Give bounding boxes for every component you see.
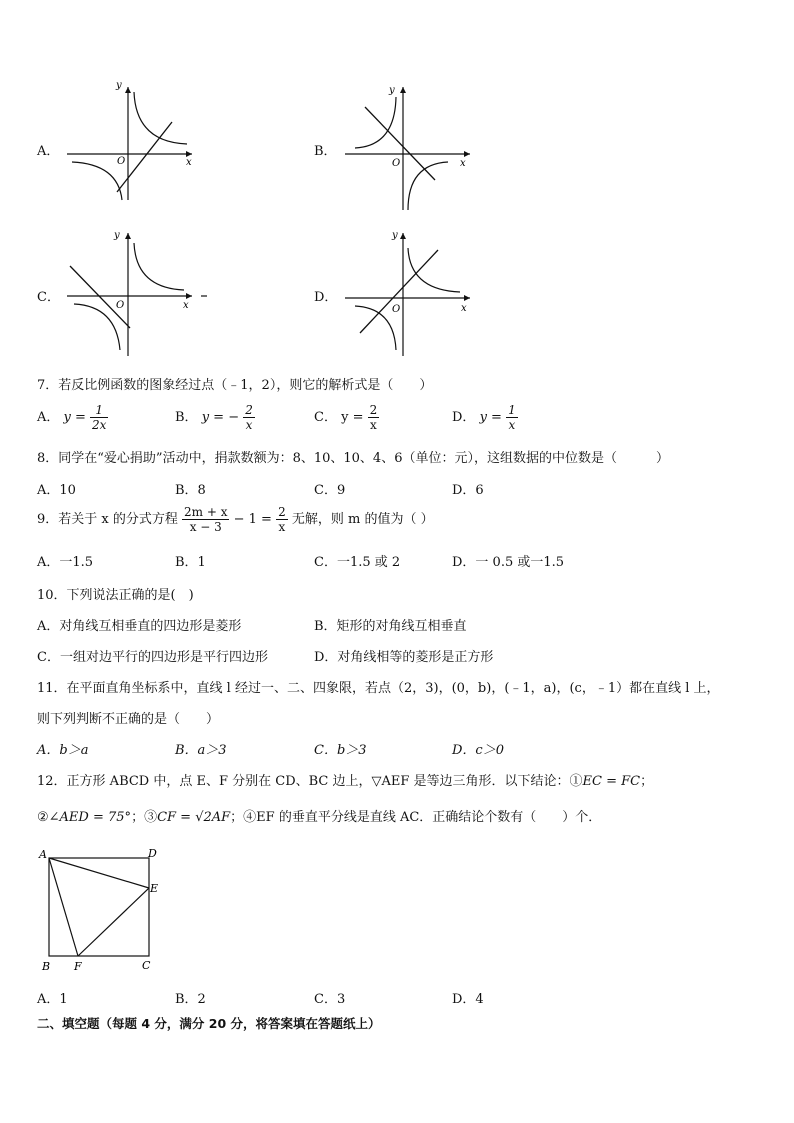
graph-a-x-label: x — [186, 157, 192, 168]
graph-d-label: D． — [314, 290, 338, 305]
graph-d-y-label: y — [392, 230, 398, 241]
graph-a-origin: O — [117, 156, 126, 167]
graph-a-y-label: y — [116, 82, 122, 91]
q11-option-b: B．a＞3 — [175, 743, 227, 758]
square-figure — [36, 844, 166, 976]
vertex-b-label: B — [42, 960, 51, 973]
graph-c-label: C． — [37, 290, 60, 305]
q11-stem-line1: 11．在平面直角坐标系中，直线 l 经过一、二、四象限，若点（2，3)，(0，b)，(﹣1，a)，(c，﹣1）都在直线 l 上， — [37, 681, 720, 696]
q10-stem: 10．下列说法正确的是( ) — [37, 588, 194, 603]
graph-c — [62, 228, 212, 358]
q7-stem: 7．若反比例函数的图象经过点（﹣1，2），则它的解析式是（ ） — [37, 378, 433, 393]
triangle-symbol: ▽ — [371, 774, 382, 789]
graph-a-label: A． — [37, 144, 60, 159]
q10-option-d: D．对角线相等的菱形是正方形 — [314, 650, 494, 665]
q12-option-a: A．1 — [37, 992, 68, 1007]
q12-option-d: D．4 — [452, 992, 484, 1007]
graph-c-origin: O — [116, 300, 125, 311]
q12-stem-line1: 12．正方形 ABCD 中，点 E、F 分别在 CD、BC 边上，▽AEF 是等边三角形．以下结论：①EC = FC； — [37, 774, 654, 789]
q8-option-a: A．10 — [37, 483, 76, 498]
q7-option-c: C． y = $\frac{2}{x}$ — [314, 403, 378, 432]
q9-option-d: D．一 0.5 或一1.5 — [452, 555, 565, 570]
q9-option-a: A．一1.5 — [37, 555, 94, 570]
q8-option-d: D．6 — [452, 483, 484, 498]
q7-option-d: D． y = $\frac{1}{x}$ — [452, 403, 516, 432]
vertex-f-label: F — [74, 960, 82, 973]
graph-b-y-label: y — [389, 85, 395, 96]
graph-b-x-label: x — [460, 158, 466, 169]
q11-option-c: C．b＞3 — [314, 743, 367, 758]
q12-option-b: B．2 — [175, 992, 206, 1007]
graph-c-y-label: y — [114, 230, 120, 241]
vertex-a-label: A — [39, 848, 47, 861]
vertex-c-label: C — [142, 959, 151, 972]
q9-stem: 9．若关于 x 的分式方程 $\frac{2m + x}{x - 3}$ − 1 = $\frac{2}{x}$ 无解，则 m 的值为（ ） — [37, 505, 434, 534]
q9-option-b: B．1 — [175, 555, 206, 570]
graph-b-label: B． — [314, 144, 337, 159]
q7-option-b: B． y = − $\frac{2}{x}$ — [175, 403, 253, 432]
q12-option-c: C．3 — [314, 992, 346, 1007]
graph-b — [340, 82, 480, 212]
q7-option-a: A． y = $\frac{1}{2x}$ — [37, 403, 107, 432]
q9-option-c: C．一1.5 或 2 — [314, 555, 401, 570]
q8-option-b: B．8 — [175, 483, 206, 498]
graph-c-x-label: x — [183, 300, 189, 311]
q11-option-a: A．b＞a — [37, 743, 89, 758]
q11-stem-line2: 则下列判断不正确的是（ ） — [37, 712, 220, 727]
graph-a — [62, 82, 202, 202]
graph-d-origin: O — [392, 304, 401, 315]
q12-stem-line2: ②∠AED = 75°；③CF = √2AF；④EF 的垂直平分线是直线 AC．正确结论个数有（ ）个． — [37, 810, 602, 825]
section-2-heading: 二、填空题（每题 4 分，满分 20 分，将答案填在答题纸上） — [37, 1016, 381, 1031]
q11-option-d: D．c＞0 — [452, 743, 504, 758]
q8-stem: 8．同学在“爱心捐助”活动中，捐款数额为：8、10、10、4、6（单位：元），这组数据的中位数是（ ） — [37, 451, 669, 466]
q10-option-a: A．对角线互相垂直的四边形是菱形 — [37, 619, 242, 634]
vertex-e-label: E — [150, 882, 159, 895]
graph-b-origin: O — [392, 158, 401, 169]
q8-option-c: C．9 — [314, 483, 346, 498]
graph-d-x-label: x — [461, 303, 467, 314]
q10-option-c: C．一组对边平行的四边形是平行四边形 — [37, 650, 268, 665]
vertex-d-label: D — [148, 847, 157, 860]
graph-d — [340, 228, 480, 358]
q10-option-b: B．矩形的对角线互相垂直 — [314, 619, 467, 634]
